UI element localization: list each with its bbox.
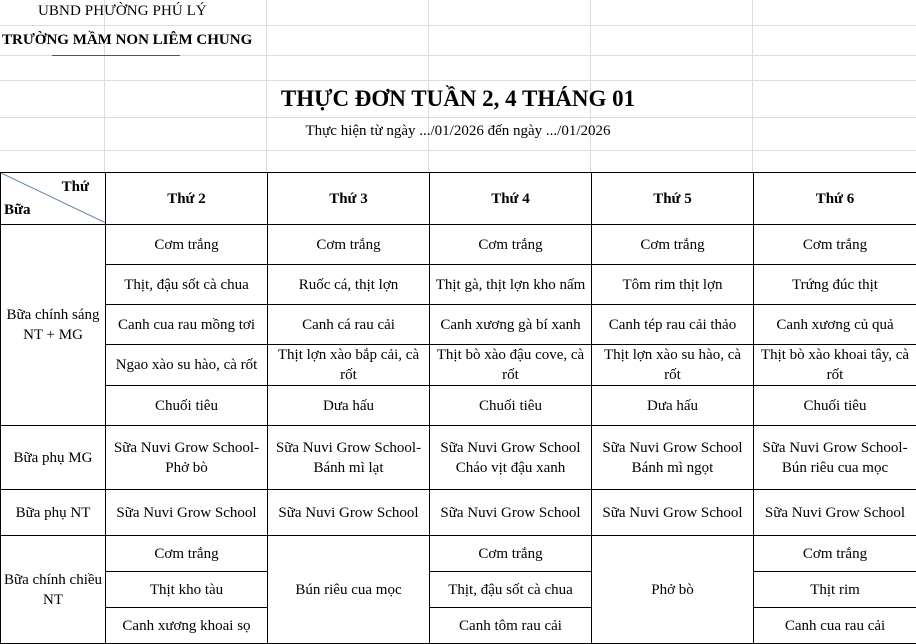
day-header: Thứ 5 [592,173,754,225]
menu-cell: Thịt, đậu sốt cà chua [106,265,268,305]
menu-cell: Chuối tiêu [106,386,268,426]
menu-cell: Thịt lợn xào bắp cải, cà rốt [268,345,430,386]
page-title: THỰC ĐƠN TUẦN 2, 4 THÁNG 01 [0,86,916,112]
menu-cell: Thịt rim [754,572,916,608]
menu-cell: Cơm trắng [592,225,754,265]
menu-cell: Sữa Nuvi Grow School [268,490,430,536]
table-row [1,265,916,305]
menu-cell: Sữa Nuvi Grow School [592,490,754,536]
table-row [1,490,916,536]
menu-cell: Sữa Nuvi Grow School- Bún riêu cua mọc [754,426,916,490]
page-subtitle: Thực hiện từ ngày .../01/2026 đến ngày .../01/2026 [0,123,916,140]
menu-cell: Canh tôm rau cải [430,608,592,644]
menu-cell: Sữa Nuvi Grow School [106,490,268,536]
header-row [1,173,916,225]
table-row [1,345,916,386]
menu-cell: Sữa Nuvi Grow School [754,490,916,536]
table-row [1,225,916,265]
menu-cell: Canh cua rau mồng tơi [106,305,268,345]
menu-cell: Phở bò [592,536,754,644]
menu-cell: Canh cá rau cải [268,305,430,345]
menu-cell: Trứng đúc thịt [754,265,916,305]
menu-cell: Sữa Nuvi Grow School- Bánh mì lạt [268,426,430,490]
meal-label-afternoon: Bữa chính chiều NT [1,536,106,644]
meal-label-breakfast: Bữa chính sáng NT + MG [1,225,106,426]
day-header: Thứ 6 [754,173,916,225]
menu-cell: Thịt gà, thịt lợn kho nấm [430,265,592,305]
menu-cell: Sữa Nuvi Grow School Cháo vịt đậu xanh [430,426,592,490]
table-row [1,305,916,345]
corner-cell [1,173,106,225]
table-row [1,386,916,426]
menu-cell: Cơm trắng [754,536,916,572]
menu-cell: Tôm rim thịt lợn [592,265,754,305]
menu-cell: Canh xương củ quả [754,305,916,345]
school-name: TRƯỜNG MẦM NON LIÊM CHUNG [2,32,252,49]
table-row [1,536,916,572]
menu-cell: Sữa Nuvi Grow School Bánh mì ngọt [592,426,754,490]
org-name: UBND PHƯỜNG PHÚ LÝ [38,3,207,20]
menu-cell: Cơm trắng [430,225,592,265]
menu-cell: Sữa Nuvi Grow School [430,490,592,536]
menu-cell: Canh tép rau cải thảo [592,305,754,345]
menu-cell: Chuối tiêu [754,386,916,426]
menu-cell: Dưa hấu [592,386,754,426]
menu-cell: Thịt lợn xào su hào, cà rốt [592,345,754,386]
corner-meal-label: Bữa [4,200,31,220]
menu-cell: Canh cua rau cải [754,608,916,644]
table-row [1,426,916,490]
menu-cell: Thịt bò xào khoai tây, cà rốt [754,345,916,386]
day-header: Thứ 3 [268,173,430,225]
school-underline [52,55,180,56]
menu-cell: Chuối tiêu [430,386,592,426]
menu-cell: Cơm trắng [106,225,268,265]
table-row [1,608,916,644]
menu-cell: Thịt kho tàu [106,572,268,608]
menu-table [0,172,916,644]
menu-cell: Canh xương khoai sọ [106,608,268,644]
menu-cell: Canh xương gà bí xanh [430,305,592,345]
menu-cell: Cơm trắng [268,225,430,265]
menu-cell: Ngao xào su hào, cà rốt [106,345,268,386]
menu-cell: Bún riêu cua mọc [268,536,430,644]
menu-cell: Sữa Nuvi Grow School- Phở bò [106,426,268,490]
corner-day-label: Thứ [62,177,89,197]
meal-label-snack-mg: Bữa phụ MG [1,426,106,490]
menu-cell: Thịt bò xào đậu cove, cà rốt [430,345,592,386]
menu-cell: Cơm trắng [106,536,268,572]
menu-cell: Ruốc cá, thịt lợn [268,265,430,305]
menu-cell: Cơm trắng [754,225,916,265]
meal-label-snack-nt: Bữa phụ NT [1,490,106,536]
day-header: Thứ 4 [430,173,592,225]
table-row [1,572,916,608]
day-header: Thứ 2 [106,173,268,225]
menu-cell: Thịt, đậu sốt cà chua [430,572,592,608]
menu-cell: Cơm trắng [430,536,592,572]
menu-cell: Dưa hấu [268,386,430,426]
